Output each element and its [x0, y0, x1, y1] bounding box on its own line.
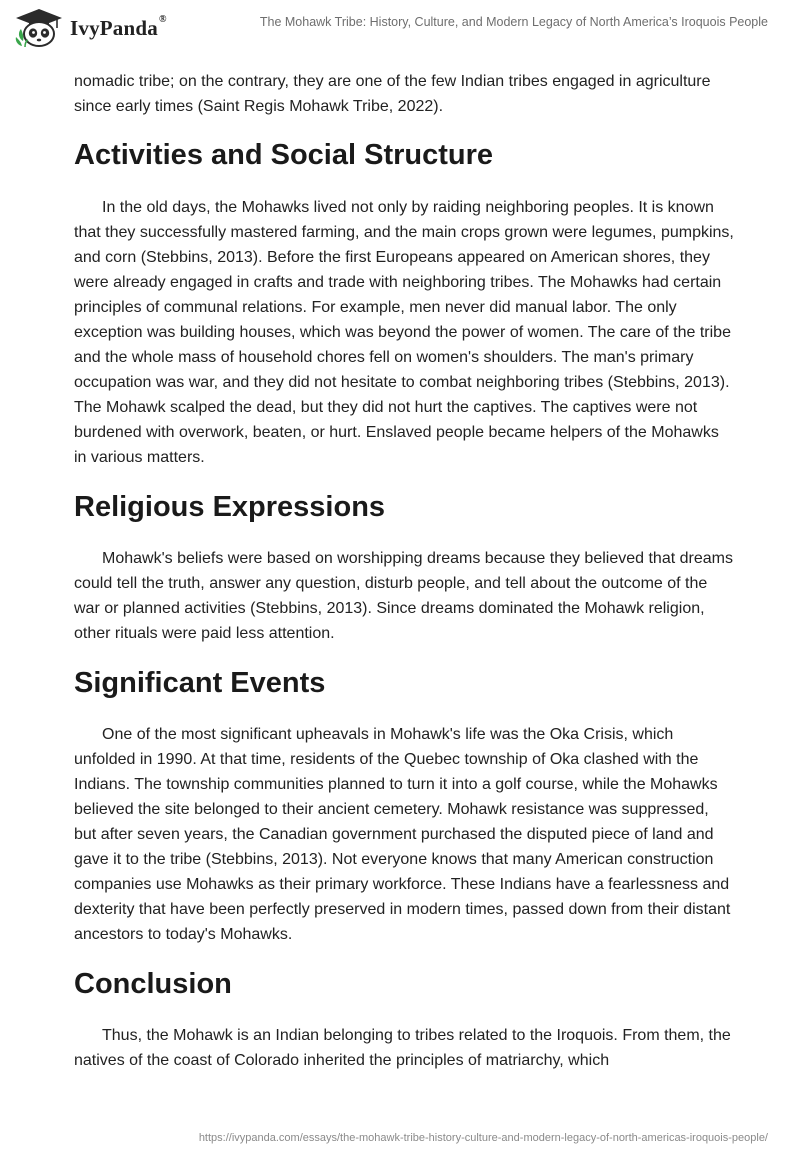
ivypanda-logo[interactable]	[14, 8, 167, 48]
section-paragraph-conclusion: Thus, the Mohawk is an Indian belonging to tribes related to the Iroquois. From them, the natives of the coast of Colorado inherited the principles of matriarchy, which	[74, 1027, 731, 1069]
section-heading-activities: Activities and Social Structure	[74, 139, 494, 171]
section-paragraph-activities: In the old days, the Mohawks lived not only by raiding neighboring peoples. It is known that they successfully mastered farming, and the main crops grown were legumes, pumpkins, and corn (Stebbins, 2013). Before the first Europeans appeared on American shores, they were already engaged in crafts and trade with neighboring tribes. The Mohawks had certain principles of communal relations. For example, men never did manual labor. The only exception was building houses, which was beyond the power of women. The care of the tribe and the whole mass of household chores fell on women's shoulders. The man's primary occupation was war, and they did not hesitate to combat neighboring tribes (Stebbins, 2013). The Mohawk scalped the dead, but they did not hurt the captives. The captives were not burdened with overwork, beaten, or hurt. Enslaved people became helpers of the Mohawks in various matters.	[74, 199, 734, 466]
panda-graduate-icon	[14, 8, 64, 48]
brand-name: IvyPanda®	[70, 13, 167, 40]
section-paragraph-religious: Mohawk's beliefs were based on worshipping dreams because they believed that dreams could tell the truth, answer any question, disturb people, and tell about the outcome of the war or planned activities (Stebbins, 2013). Since dreams dominated the Mohawk religion, other rituals were paid less attention.	[74, 550, 733, 642]
section-heading-conclusion: Conclusion	[74, 968, 232, 1000]
document-title: The Mohawk Tribe: History, Culture, and Modern Legacy of North America’s Iroquois People	[259, 15, 768, 29]
page-header	[0, 0, 800, 50]
section-heading-events: Significant Events	[74, 667, 326, 699]
source-url[interactable]: https://ivypanda.com/essays/the-mohawk-tribe-history-culture-and-modern-legacy-of-north-americas-iroquois-people/	[198, 1132, 768, 1144]
section-paragraph-events: One of the most significant upheavals in Mohawk's life was the Oka Crisis, which unfolded in 1990. At that time, residents of the Quebec township of Oka clashed with the Indians. The township communities planned to turn it into a golf course, while the Mohawks believed the site belonged to their ancient cemetery. Mohawk resistance was suppressed, but after seven years, the Canadian government purchased the disputed piece of land and gave it to the tribe (Stebbins, 2013). Not everyone knows that many American construction companies use Mohawks as their primary workforce. These Indians have a fearlessness and dexterity that have been perfectly preserved in modern times, passed down from their distant ancestors to today's Mohawks.	[74, 726, 731, 943]
intro-continuation: nomadic tribe; on the contrary, they are one of the few Indian tribes engaged in agriculture since early times (Saint Regis Mohawk Tribe, 2022).	[74, 73, 711, 115]
section-heading-religious: Religious Expressions	[74, 491, 386, 523]
essay-body	[74, 69, 734, 1073]
